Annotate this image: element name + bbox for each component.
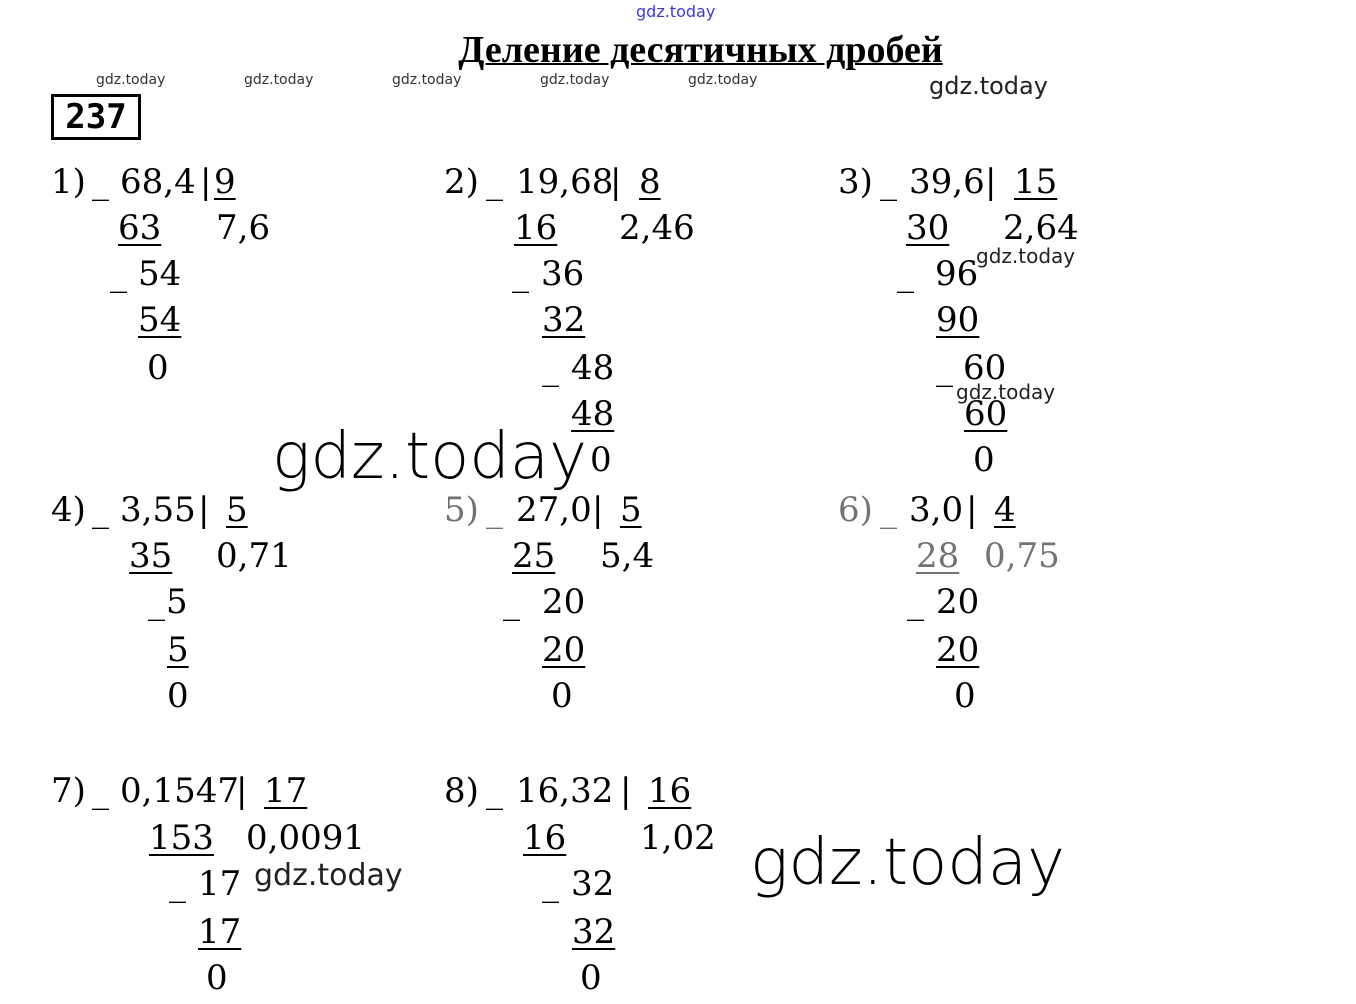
minus-sign: _ xyxy=(486,490,503,530)
step: 20 xyxy=(542,582,586,622)
remainder: 0 xyxy=(551,676,573,716)
minus-sign: _ xyxy=(542,348,559,388)
minus-sign: _ xyxy=(486,771,503,811)
quotient: 0,0091 xyxy=(246,818,365,858)
problem-label: 8) xyxy=(444,771,479,811)
dividend: 0,1547 xyxy=(120,771,239,811)
remainder: 0 xyxy=(590,440,612,480)
step: 20 xyxy=(936,582,980,622)
problem-label: 1) xyxy=(51,162,86,202)
dividend: 3,55 xyxy=(120,490,196,530)
minus-sign: _ xyxy=(907,582,924,622)
step: 54 xyxy=(138,254,182,294)
watermark: gdz.today xyxy=(254,858,403,893)
step: 20 xyxy=(936,630,980,670)
remainder: 0 xyxy=(167,676,189,716)
division-bar: | xyxy=(610,162,622,202)
step: 5 xyxy=(167,630,189,670)
minus-sign: _ xyxy=(936,348,953,388)
minus-sign: _ xyxy=(542,864,559,904)
step: 32 xyxy=(542,300,586,340)
step: 30 xyxy=(906,208,950,248)
quotient: 0,75 xyxy=(984,536,1060,576)
division-bar: | xyxy=(200,162,212,202)
watermark: gdz.today xyxy=(96,72,166,88)
quotient: 7,6 xyxy=(216,208,271,248)
exercise-number: 237 xyxy=(51,94,141,140)
watermark: gdz.today xyxy=(540,72,610,88)
step: 90 xyxy=(936,300,980,340)
division-bar: | xyxy=(592,490,604,530)
dividend: 68,4 xyxy=(120,162,196,202)
divisor: 5 xyxy=(620,490,642,530)
quotient: 1,02 xyxy=(640,818,716,858)
minus-sign: _ xyxy=(880,162,897,202)
watermark-large: gdz.today xyxy=(272,420,587,494)
step: 96 xyxy=(935,254,979,294)
watermark-top: gdz.today xyxy=(636,2,716,21)
step: 35 xyxy=(129,536,173,576)
dividend: 16,32 xyxy=(516,771,614,811)
step: 32 xyxy=(572,912,616,952)
minus-sign: _ xyxy=(110,254,127,294)
quotient: 2,64 xyxy=(1003,208,1079,248)
problem-label: 4) xyxy=(51,490,86,530)
minus-sign: _ xyxy=(148,582,165,622)
step: 60 xyxy=(963,348,1007,388)
dividend: 39,6 xyxy=(909,162,985,202)
division-bar: | xyxy=(620,771,632,811)
remainder: 0 xyxy=(973,440,995,480)
problem-label: 5) xyxy=(444,490,479,530)
page-title: Деление десятичных дробей xyxy=(458,29,943,71)
dividend: 19,68 xyxy=(516,162,614,202)
step: 17 xyxy=(198,912,242,952)
watermark: gdz.today xyxy=(976,244,1076,268)
step: 48 xyxy=(571,394,615,434)
watermark: gdz.today xyxy=(956,380,1056,404)
minus-sign: _ xyxy=(486,162,503,202)
step: 48 xyxy=(571,348,615,388)
division-bar: | xyxy=(985,162,997,202)
division-bar: | xyxy=(236,771,248,811)
dividend: 27,0 xyxy=(516,490,592,530)
divisor: 5 xyxy=(226,490,248,530)
divisor: 8 xyxy=(639,162,661,202)
step: 153 xyxy=(149,818,214,858)
minus-sign: _ xyxy=(880,490,897,530)
dividend: 3,0 xyxy=(909,490,964,530)
quotient: 0,71 xyxy=(216,536,292,576)
watermark: gdz.today xyxy=(929,72,1048,100)
step: 25 xyxy=(512,536,556,576)
watermark: gdz.today xyxy=(244,72,314,88)
quotient: 5,4 xyxy=(600,536,655,576)
watermark: gdz.today xyxy=(392,72,462,88)
divisor: 4 xyxy=(994,490,1016,530)
minus-sign: _ xyxy=(92,771,109,811)
minus-sign: _ xyxy=(503,582,520,622)
minus-sign: _ xyxy=(92,162,109,202)
problem-label: 6) xyxy=(838,490,873,530)
step: 17 xyxy=(198,864,242,904)
minus-sign: _ xyxy=(897,254,914,294)
step: 36 xyxy=(541,254,585,294)
divisor: 17 xyxy=(264,771,308,811)
step: 28 xyxy=(916,536,960,576)
problem-label: 2) xyxy=(444,162,479,202)
step: 63 xyxy=(118,208,162,248)
divisor: 16 xyxy=(648,771,692,811)
step: 60 xyxy=(964,394,1008,434)
watermark: gdz.today xyxy=(688,72,758,88)
step: 20 xyxy=(542,630,586,670)
problem-label: 3) xyxy=(838,162,873,202)
minus-sign: _ xyxy=(92,490,109,530)
step: 54 xyxy=(138,300,182,340)
division-bar: | xyxy=(966,490,978,530)
quotient: 2,46 xyxy=(619,208,695,248)
step: 32 xyxy=(571,864,615,904)
problem-label: 7) xyxy=(51,771,86,811)
divisor: 9 xyxy=(214,162,236,202)
watermark-large: gdz.today xyxy=(750,826,1065,900)
divisor: 15 xyxy=(1014,162,1058,202)
remainder: 0 xyxy=(147,348,169,388)
division-bar: | xyxy=(198,490,210,530)
step: 5 xyxy=(166,582,188,622)
remainder: 0 xyxy=(954,676,976,716)
step: 16 xyxy=(523,818,567,858)
remainder: 0 xyxy=(206,958,228,998)
remainder: 0 xyxy=(580,958,602,998)
step: 16 xyxy=(514,208,558,248)
minus-sign: _ xyxy=(512,254,529,294)
minus-sign: _ xyxy=(169,864,186,904)
